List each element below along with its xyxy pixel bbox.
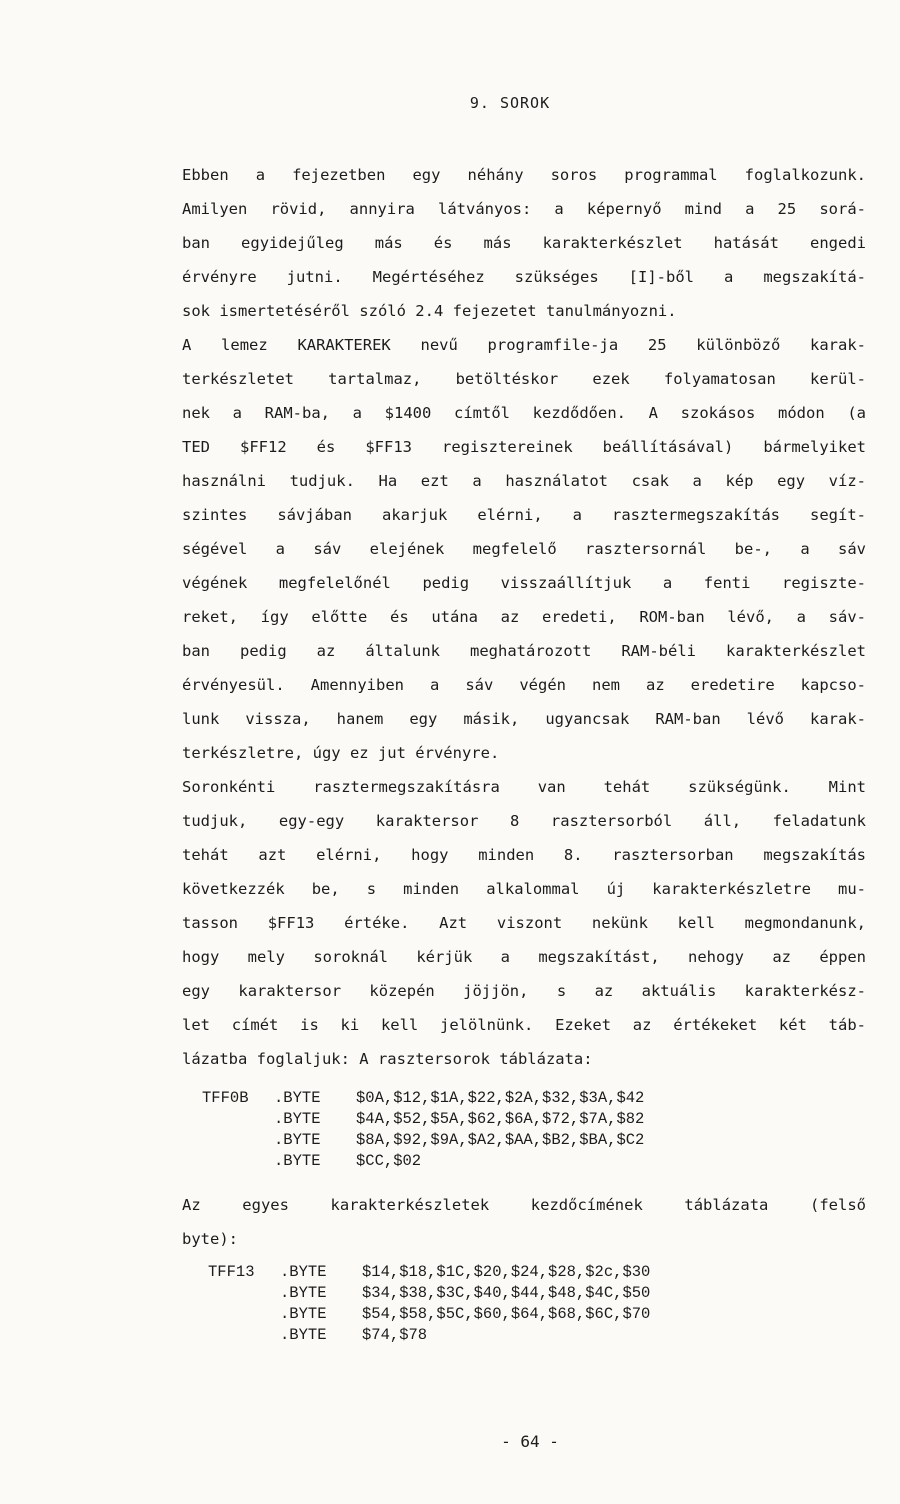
code-values: $CC,$02 bbox=[356, 1152, 422, 1170]
code-row bbox=[202, 1130, 644, 1151]
code-label bbox=[208, 1304, 280, 1325]
text-line: Ebben a fejezetben egy néhány soros programmal foglalkozunk. bbox=[182, 166, 866, 184]
code-directive: .BYTE bbox=[274, 1131, 321, 1149]
text-line: tasson $FF13 értéke. Azt viszont nekünk kell megmondanunk, bbox=[182, 914, 866, 932]
code-values: $14,$18,$1C,$20,$24,$28,$2c,$30 bbox=[362, 1263, 651, 1281]
text-line: ségével a sáv elejének megfelelő rasztersornál be-, a sáv bbox=[182, 540, 866, 558]
text-line: terkészletet tartalmaz, betöltéskor ezek folyamatosan kerül- bbox=[182, 370, 866, 388]
code-row bbox=[208, 1304, 650, 1325]
text-line: lunk vissza, hanem egy másik, ugyancsak RAM-ban lévő karak- bbox=[182, 710, 866, 728]
text-line: következzék be, s minden alkalommal új karakterkészletre mu- bbox=[182, 880, 866, 898]
text-line: érvényre jutni. Megértéséhez szükséges [I]-ből a megszakítá- bbox=[182, 268, 866, 286]
text-line: terkészletre, úgy ez jut érvényre. bbox=[182, 744, 500, 762]
text-line: ban pedig az általunk meghatározott RAM-béli karakterkészlet bbox=[182, 642, 866, 660]
code-directive: .BYTE bbox=[274, 1152, 321, 1170]
text-line: ban egyidejűleg más és más karakterkészlet hatását engedi bbox=[182, 234, 866, 252]
text-line: TED $FF12 és $FF13 regisztereinek beállításával) bármelyiket bbox=[182, 438, 866, 456]
page-number: - 64 - bbox=[501, 1432, 559, 1451]
chapter-heading: 9. SOROK bbox=[469, 94, 551, 112]
code-values: $8A,$92,$9A,$A2,$AA,$B2,$BA,$C2 bbox=[356, 1131, 645, 1149]
text-line: reket, így előtte és utána az eredeti, ROM-ban lévő, a sáv- bbox=[182, 608, 866, 626]
text-line: Soronkénti rasztermegszakításra van tehát szükségünk. Mint bbox=[182, 778, 866, 796]
text-line: Amilyen rövid, annyira látványos: a képernyő mind a 25 sorá- bbox=[182, 200, 866, 218]
code-label: TFF13 bbox=[208, 1263, 255, 1281]
paragraph-intro bbox=[182, 158, 866, 328]
text-line: A lemez KARAKTEREK nevű programfile-ja 25 különböző karak- bbox=[182, 336, 866, 354]
text-line: végének megfelelőnél pedig visszaállítjuk a fenti regiszte- bbox=[182, 574, 866, 592]
code-row bbox=[208, 1283, 650, 1304]
code-directive: .BYTE bbox=[280, 1263, 327, 1281]
code-row bbox=[202, 1088, 644, 1109]
code-values: $0A,$12,$1A,$22,$2A,$32,$3A,$42 bbox=[356, 1089, 645, 1107]
code-values: $4A,$52,$5A,$62,$6A,$72,$7A,$82 bbox=[356, 1110, 645, 1128]
text-line: tudjuk, egy-egy karaktersor 8 rasztersorból áll, feladatunk bbox=[182, 812, 866, 830]
text-line: Az egyes karakterkészletek kezdőcímének táblázata (felső bbox=[182, 1196, 866, 1214]
text-line: szintes sávjában akarjuk elérni, a rasztermegszakítás segít- bbox=[182, 506, 866, 524]
code-label bbox=[202, 1151, 274, 1172]
code-row bbox=[208, 1325, 650, 1346]
code-values: $74,$78 bbox=[362, 1326, 428, 1344]
text-line: hogy mely soroknál kérjük a megszakítást, nehogy az éppen bbox=[182, 948, 866, 966]
code-row bbox=[202, 1151, 644, 1172]
code-label bbox=[208, 1325, 280, 1346]
code-directive: .BYTE bbox=[280, 1305, 327, 1323]
code-directive: .BYTE bbox=[280, 1284, 327, 1302]
paragraph-table-intro bbox=[182, 1188, 866, 1256]
raster-line-table bbox=[202, 1088, 644, 1172]
charset-address-table bbox=[208, 1262, 650, 1346]
code-row bbox=[202, 1109, 644, 1130]
text-line: tehát azt elérni, hogy minden 8. rasztersorban megszakítás bbox=[182, 846, 866, 864]
code-label bbox=[208, 1283, 280, 1304]
code-values: $54,$58,$5C,$60,$64,$68,$6C,$70 bbox=[362, 1305, 651, 1323]
text-line: lázatba foglaljuk: A rasztersorok táblázata: bbox=[182, 1050, 593, 1068]
code-label bbox=[202, 1109, 274, 1130]
text-line: egy karaktersor közepén jöjjön, s az aktuális karakterkész- bbox=[182, 982, 866, 1000]
text-line: sok ismertetéséről szóló 2.4 fejezetet tanulmányozni. bbox=[182, 302, 677, 320]
code-directive: .BYTE bbox=[280, 1326, 327, 1344]
paragraph-karakterek bbox=[182, 328, 866, 770]
text-line: byte): bbox=[182, 1230, 238, 1248]
text-line: használni tudjuk. Ha ezt a használatot csak a kép egy víz- bbox=[182, 472, 866, 490]
text-line: let címét is ki kell jelölnünk. Ezeket az értékeket két táb- bbox=[182, 1016, 866, 1034]
text-line: nek a RAM-ba, a $1400 címtől kezdődően. A szokásos módon (a bbox=[182, 404, 866, 422]
code-directive: .BYTE bbox=[274, 1089, 321, 1107]
code-label bbox=[202, 1130, 274, 1151]
code-row bbox=[208, 1262, 650, 1283]
code-values: $34,$38,$3C,$40,$44,$48,$4C,$50 bbox=[362, 1284, 651, 1302]
text-line: érvényesül. Amennyiben a sáv végén nem az eredetire kapcso- bbox=[182, 676, 866, 694]
code-label: TFF0B bbox=[202, 1089, 249, 1107]
code-directive: .BYTE bbox=[274, 1110, 321, 1128]
paragraph-soronkenti bbox=[182, 770, 866, 1076]
